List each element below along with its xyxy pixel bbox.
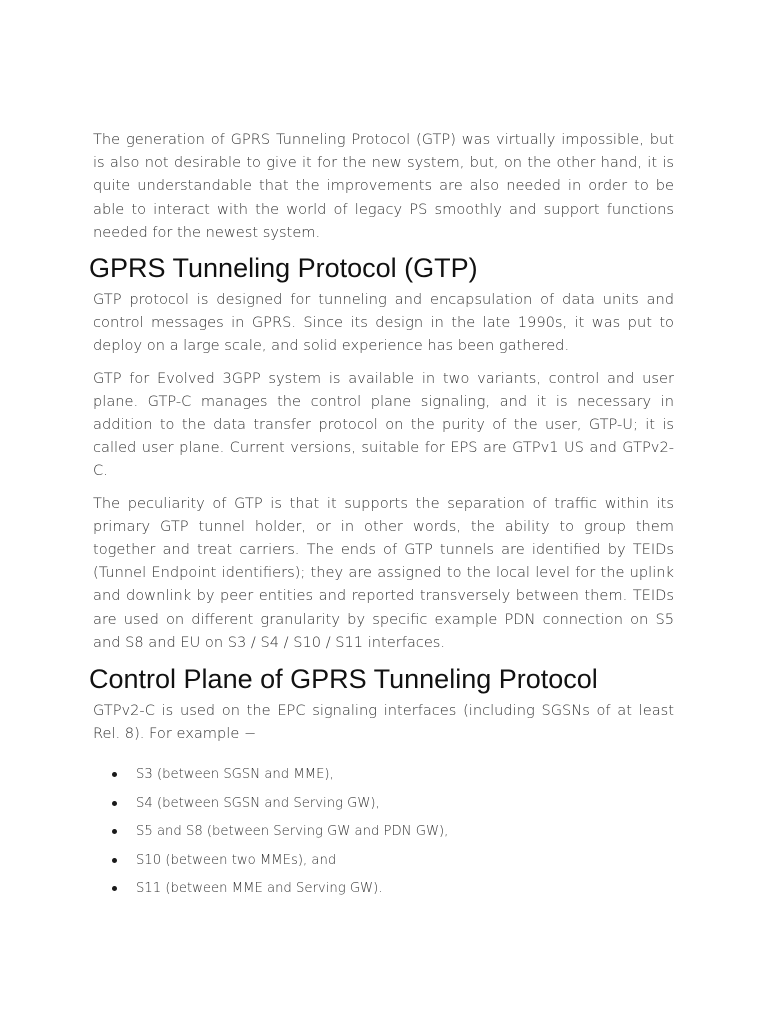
list-item [112, 765, 674, 785]
list-item [112, 851, 674, 871]
gtp-paragraph-3: The peculiarity of GTP is that it supports the separation of traffic within its primary GTP tunnel holder, or in other words, the ability to group them together and treat carriers. The ends of GTP tunnels are identified by TEIDs (Tunnel Endpoint identifiers); they are assigned to the local level for the uplink and downlink by peer entities and reported transversely between them. TEIDs are used on different granularity by specific example PDN connection on S5 and S8 and EU on S3 / S4 / S10 / S11 interfaces. [93, 494, 674, 651]
list-item [112, 879, 674, 899]
list-item-text: S4 (between SGSN and Serving GW), [136, 795, 380, 811]
control-plane-paragraph: GTPv2-C is used on the EPC signaling interfaces (including SGSNs of at least Rel. 8). For example − [93, 702, 674, 743]
bullet-icon [112, 801, 117, 806]
list-item-text: S3 (between SGSN and MME), [136, 767, 334, 783]
interface-list [93, 765, 674, 899]
gtp-paragraph-2: GTP for Evolved 3GPP system is available in two variants, control and user plane. GTP-C manages the control plane signaling, and it is necessary in addition to the data transfer protocol on the purity of the user, GTP-U; it is called user plane. Current versions, suitable for EPS are GTPv1 US and GTPv2-C. [93, 369, 674, 480]
section-heading-control-plane: Control Plane of GPRS Tunneling Protocol [89, 664, 598, 695]
section-heading-gtp: GPRS Tunneling Protocol (GTP) [89, 253, 478, 284]
bullet-icon [112, 858, 117, 863]
bullet-icon [112, 886, 117, 891]
bullet-icon [112, 772, 117, 777]
bullet-icon [112, 829, 117, 834]
list-item-text: S11 (between MME and Serving GW). [136, 881, 383, 897]
list-item [112, 794, 674, 814]
list-item-text: S10 (between two MMEs), and [136, 852, 337, 868]
intro-paragraph: The generation of GPRS Tunneling Protocol (GTP) was virtually impossible, but is also not desirable to give it for the new system, but, on the other hand, it is quite understandable that the improvements are also needed in order to be able to interact with the world of legacy PS smoothly and support functions needed for the newest system. [93, 131, 674, 241]
list-item [112, 822, 674, 842]
document-page [89, 128, 674, 907]
list-item-text: S5 and S8 (between Serving GW and PDN GW), [136, 824, 449, 840]
gtp-paragraph-1: GTP protocol is designed for tunneling and encapsulation of data units and control messages in GPRS. Since its design in the late 1990s, it was put to deploy on a large scale, and solid experience has been gathered. [93, 291, 674, 355]
